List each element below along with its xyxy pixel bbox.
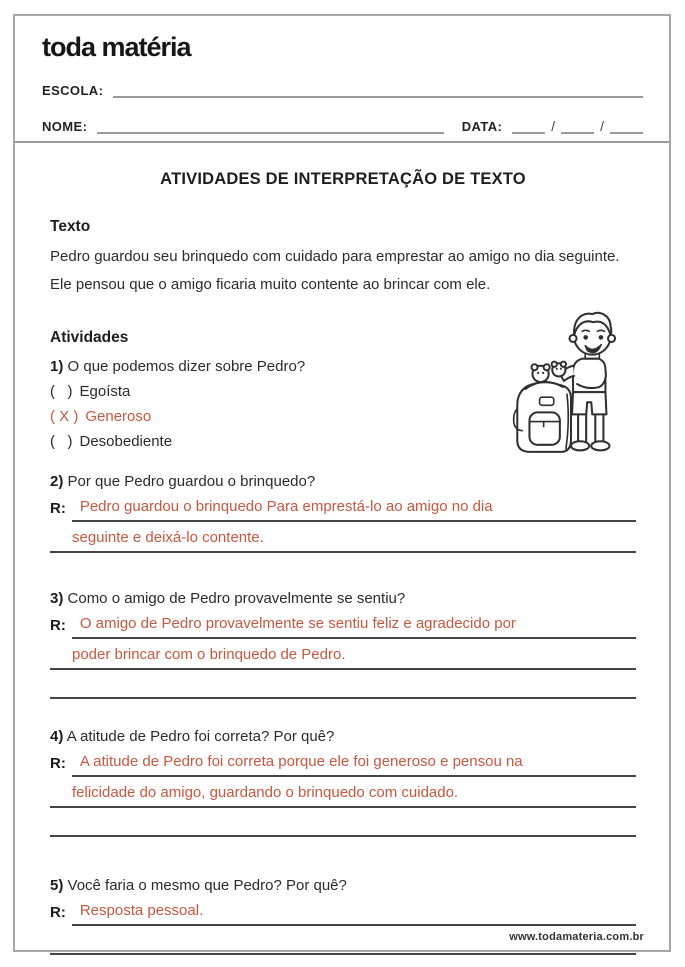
name-date-row xyxy=(42,118,643,134)
question-1-text: O que podemos dizer sobre Pedro? xyxy=(67,358,306,375)
answer-row xyxy=(50,902,636,926)
option-generoso-selected xyxy=(50,408,510,425)
answer-text-line: Resposta pessoal. xyxy=(72,902,636,926)
question-2-block xyxy=(50,473,636,553)
question-2-text: Por que Pedro guardou o brinquedo? xyxy=(67,473,316,490)
worksheet-title: ATIVIDADES DE INTERPRETAÇÃO DE TEXTO xyxy=(160,170,526,188)
worksheet-content xyxy=(15,170,669,967)
answer-label: R: xyxy=(50,755,66,772)
question-4-text: A atitude de Pedro foi correta? Por quê? xyxy=(66,728,335,745)
answer-text-line: felicidade do amigo, guardando o brinquedo com cuidado. xyxy=(50,784,636,808)
header xyxy=(15,16,669,143)
option-label: Egoísta xyxy=(79,383,131,400)
question-2-number: 2) xyxy=(50,473,64,490)
date-slash: / xyxy=(600,118,604,134)
checkbox-marker: ( ) xyxy=(50,383,73,400)
school-row xyxy=(42,83,643,98)
question-3-number: 3) xyxy=(50,590,64,607)
question-1-block xyxy=(50,313,510,459)
answer-row xyxy=(50,615,636,639)
text-section-body: Pedro guardou seu brinquedo com cuidado para emprestar ao amigo no dia seguinte. Ele pensou que o amigo ficaria muito contente ao brincar com ele. xyxy=(50,248,620,293)
date-month-blank-line xyxy=(561,119,594,134)
question-2 xyxy=(50,473,636,490)
answer-text-line: seguinte e deixá-lo contente. xyxy=(50,529,636,553)
text-section-heading: Texto xyxy=(50,218,91,235)
answer-row xyxy=(50,498,636,522)
answer-label: R: xyxy=(50,904,66,921)
answer-row xyxy=(50,753,636,777)
option-label: Desobediente xyxy=(79,433,173,450)
question-5 xyxy=(50,877,636,894)
footer-url: www.todamateria.com.br xyxy=(509,931,644,943)
blank-answer-line xyxy=(50,677,636,699)
question-5-text: Você faria o mesmo que Pedro? Por quê? xyxy=(67,877,347,894)
activities-heading: Atividades xyxy=(50,329,129,346)
answer-label: R: xyxy=(50,500,66,517)
page-frame xyxy=(13,14,671,952)
date-slash: / xyxy=(551,118,556,134)
activities-row xyxy=(50,313,636,459)
option-desobediente xyxy=(50,433,510,450)
blank-answer-line xyxy=(50,815,636,837)
answer-label: R: xyxy=(50,617,66,634)
answer-text-line: O amigo de Pedro provavelmente se sentiu feliz e agradecido por xyxy=(72,615,636,639)
question-1 xyxy=(50,358,510,375)
question-5-number: 5) xyxy=(50,877,64,894)
date-label: DATA: xyxy=(461,119,503,134)
question-4-block xyxy=(50,728,636,837)
answer-text-line: A atitude de Pedro foi correta porque ele foi generoso e pensou na xyxy=(72,753,636,777)
answer-text-line: Pedro guardou o brinquedo Para emprestá-lo ao amigo no dia xyxy=(72,498,636,522)
date-year-blank-line xyxy=(610,119,643,134)
question-3-text: Como o amigo de Pedro provavelmente se sentiu? xyxy=(67,590,406,607)
option-label: Generoso xyxy=(85,408,152,425)
checkbox-marker: ( ) xyxy=(50,433,73,450)
option-egoista xyxy=(50,383,510,400)
name-label: NOME: xyxy=(42,119,88,134)
question-3 xyxy=(50,590,636,607)
date-day-blank-line xyxy=(512,119,545,134)
question-3-block xyxy=(50,590,636,699)
answer-text-line: poder brincar com o brinquedo de Pedro. xyxy=(50,646,636,670)
question-1-number: 1) xyxy=(50,358,64,375)
boy-packing-backpack-illustration xyxy=(510,307,632,459)
school-blank-line xyxy=(113,83,643,98)
question-4-number: 4) xyxy=(50,728,64,745)
school-label: ESCOLA: xyxy=(42,83,104,98)
toda-materia-logo: toda matéria xyxy=(42,32,191,62)
question-5-block xyxy=(50,877,636,967)
blank-answer-line xyxy=(50,962,636,967)
checkbox-marker-checked: ( X ) xyxy=(50,408,79,425)
question-4 xyxy=(50,728,636,745)
name-blank-line xyxy=(97,119,443,134)
